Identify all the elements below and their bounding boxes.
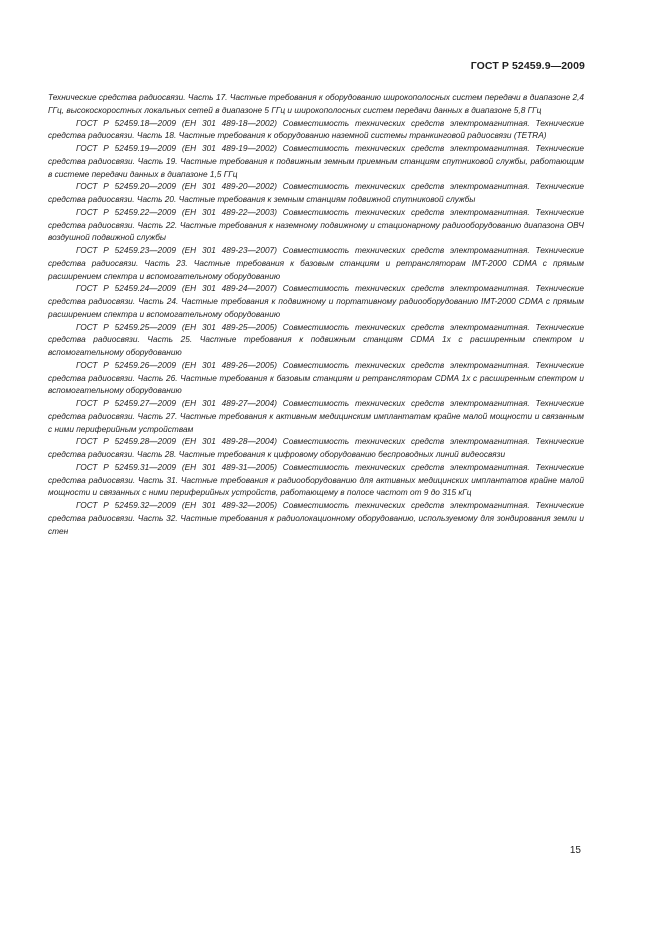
paragraph-part-19: ГОСТ Р 52459.19—2009 (ЕН 301 489-19—2002) Совместимость технических средств электромагнитная. Технические средства радиосвязи. Часть 19. Частные требования к подвижным земным приемным станциям спутниковой службы, работающим в системе передачи данных в диапазоне 1,5 ГГц (48, 143, 584, 179)
paragraph-part-32: ГОСТ Р 52459.32—2009 (ЕН 301 489-32—2005) Совместимость технических средств электромагнитная. Технические средства радиосвязи. Часть 32. Частные требования к радиолокационному оборудованию, используемому для зондирования земли и стен (48, 500, 584, 536)
paragraph-part-20: ГОСТ Р 52459.20—2009 (ЕН 301 489-20—2002) Совместимость технических средств электромагнитная. Технические средства радиосвязи. Часть 20. Частные требования к земным станциям подвижной спутниковой службы (48, 181, 584, 204)
paragraph-part-22: ГОСТ Р 52459.22—2009 (ЕН 301 489-22—2003) Совместимость технических средств электромагнитная. Технические средства радиосвязи. Часть 22. Частные требования к наземному подвижному и стационарному радиооборудованию диапазона ОВЧ воздушной подвижной службы (48, 206, 584, 243)
paragraph-part-18: ГОСТ Р 52459.18—2009 (ЕН 301 489-18—2002) Совместимость технических средств электромагнитная. Технические средства радиосвязи. Часть 18. Частные требования к оборудованию наземной системы транкинговой радиосвязи (TETRA) (48, 117, 584, 141)
paragraph-part-24: ГОСТ Р 52459.24—2009 (ЕН 301 489-24—2007) Совместимость технических средств электромагнитная. Технические средства радиосвязи. Часть 24. Частные требования к подвижному и портативному радиооборудованию IMT-2000 CDMA с прямым расширением спектра и вспомогательному оборудованию (48, 283, 584, 319)
paragraph-part-25: ГОСТ Р 52459.25—2009 (ЕН 301 489-25—2005) Совместимость технических средств электромагнитная. Технические средства радиосвязи. Часть 25. Частные требования к подвижным станциям CDMA 1x с расширенным спектром и вспомогательному оборудованию (48, 321, 584, 357)
paragraph-part-17-continuation: Технические средства радиосвязи. Часть 17. Частные требования к оборудованию широкополосных систем передачи в диапазоне 2,4 ГГц, высокоскоростных локальных сетей в диапазоне 5 ГГц и широкополосных систем передачи данных в диапазоне 5,8 ГГц (48, 92, 584, 115)
paragraph-part-31: ГОСТ Р 52459.31—2009 (ЕН 301 489-31—2005) Совместимость технических средств электромагнитная. Технические средства радиосвязи. Часть 31. Частные требования к радиооборудованию для активных медицинских имплантатов крайне малой мощности и связанных с ними периферийных устройств, работающему в полосе частот от 9 до 315 кГц (48, 461, 584, 498)
page-number: 15 (569, 845, 581, 856)
standard-designation-header: ГОСТ Р 52459.9—2009 (470, 60, 585, 72)
paragraph-part-27: ГОСТ Р 52459.27—2009 (ЕН 301 489-27—2004) Совместимость технических средств электромагнитная. Технические средства радиосвязи. Часть 27. Частные требования к активным медицинским имплантатам крайне малой мощности и связанным с ними периферийным устройствам (48, 398, 584, 434)
paragraph-part-26: ГОСТ Р 52459.26—2009 (ЕН 301 489-26—2005) Совместимость технических средств электромагнитная. Технические средства радиосвязи. Часть 26. Частные требования к базовым станциям и ретрансляторам CDMA 1x с расширенным спектром и вспомогательному оборудованию (48, 359, 584, 396)
paragraph-part-28: ГОСТ Р 52459.28—2009 (ЕН 301 489-28—2004) Совместимость технических средств электромагнитная. Технические средства радиосвязи. Часть 28. Частные требования к цифровому оборудованию беспроводных линий видеосвязи (48, 436, 584, 459)
paragraph-part-23: ГОСТ Р 52459.23—2009 (ЕН 301 489-23—2007) Совместимость технических средств электромагнитная. Технические средства радиосвязи. Часть 23. Частные требования к базовым станциям и ретрансляторам IMT-2000 CDMA с прямым расширением спектра и вспомогательному оборудованию (48, 245, 584, 281)
document-body (48, 91, 584, 537)
